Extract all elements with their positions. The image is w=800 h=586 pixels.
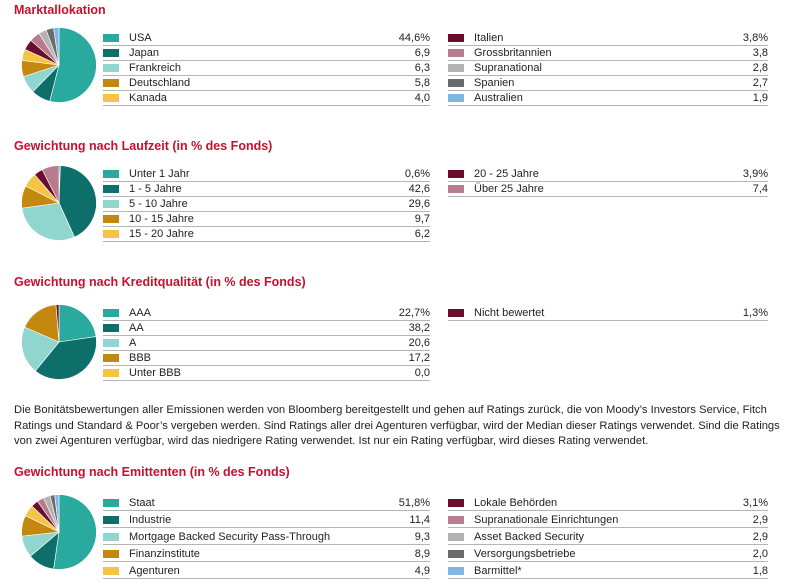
legend-swatch bbox=[448, 550, 464, 558]
legend-label: 5 - 10 Jahre bbox=[129, 198, 188, 210]
legend-label: Supranationale Einrichtungen bbox=[474, 514, 619, 526]
legend-row bbox=[103, 46, 430, 61]
legend-value: 9,3 bbox=[414, 531, 430, 543]
legend-row bbox=[103, 31, 430, 46]
legend-swatch bbox=[103, 34, 119, 42]
legend-label: Unter BBB bbox=[129, 367, 181, 379]
legend-value: 44,6% bbox=[398, 32, 430, 44]
legend-swatch bbox=[103, 339, 119, 347]
legend-swatch bbox=[103, 516, 119, 524]
legend-label: Japan bbox=[129, 47, 159, 59]
legend-swatch bbox=[448, 516, 464, 524]
legend-value: 3,1% bbox=[742, 497, 768, 509]
legend-row bbox=[448, 46, 768, 61]
legend-row bbox=[448, 306, 768, 321]
legend-value: 17,2 bbox=[408, 352, 430, 364]
legend-swatch bbox=[103, 170, 119, 178]
legend-value: 7,4 bbox=[752, 183, 768, 195]
pie-chart-marktallokation bbox=[20, 26, 98, 104]
legend-row bbox=[103, 496, 430, 511]
section-title-marktallokation: Marktallokation bbox=[14, 3, 106, 17]
legend-label: Versorgungsbetriebe bbox=[474, 548, 576, 560]
legend-label: A bbox=[129, 337, 137, 349]
legend-value: 11,4 bbox=[409, 514, 430, 526]
legend-row bbox=[103, 212, 430, 227]
legend-label: Kanada bbox=[129, 92, 167, 104]
legend-swatch bbox=[103, 324, 119, 332]
legend-label: 15 - 20 Jahre bbox=[129, 228, 194, 240]
legend-label: Über 25 Jahre bbox=[474, 183, 544, 195]
legend-label: 20 - 25 Jahre bbox=[474, 168, 539, 180]
legend-label: Asset Backed Security bbox=[474, 531, 585, 543]
legend-row bbox=[448, 530, 768, 545]
legend-value: 3,8% bbox=[742, 32, 768, 44]
legend-swatch bbox=[103, 499, 119, 507]
legend-row bbox=[103, 513, 430, 528]
legend-swatch bbox=[103, 215, 119, 223]
legend-swatch bbox=[448, 170, 464, 178]
legend-swatch bbox=[448, 94, 464, 102]
legend-value: 3,8 bbox=[752, 47, 768, 59]
legend-row bbox=[448, 167, 768, 182]
legend-value: 1,9 bbox=[752, 92, 768, 104]
legend-value: 6,9 bbox=[414, 47, 430, 59]
section-title-laufzeit: Gewichtung nach Laufzeit (in % des Fonds) bbox=[14, 139, 273, 153]
legend-row bbox=[448, 547, 768, 562]
legend-label: 10 - 15 Jahre bbox=[129, 213, 194, 225]
legend-swatch bbox=[103, 309, 119, 317]
legend-label: Agenturen bbox=[129, 565, 180, 577]
legend-row bbox=[448, 496, 768, 511]
legend-label: USA bbox=[129, 32, 152, 44]
legend-label: Unter 1 Jahr bbox=[129, 168, 190, 180]
legend-swatch bbox=[448, 309, 464, 317]
legend-label: BBB bbox=[129, 352, 152, 364]
section-title-emittenten: Gewichtung nach Emittenten (in % des Fonds) bbox=[14, 465, 290, 479]
legend-swatch bbox=[103, 567, 119, 575]
legend-value: 4,9 bbox=[414, 565, 430, 577]
legend-swatch bbox=[103, 79, 119, 87]
legend-value: 6,2 bbox=[414, 228, 430, 240]
legend-value: 2,0 bbox=[752, 548, 768, 560]
legend-label: Industrie bbox=[129, 514, 172, 526]
legend-swatch bbox=[448, 567, 464, 575]
legend-label: AA bbox=[129, 322, 144, 334]
legend-swatch bbox=[103, 49, 119, 57]
legend-value: 1,8 bbox=[752, 565, 768, 577]
legend-swatch bbox=[103, 200, 119, 208]
legend-value: 3,9% bbox=[742, 168, 768, 180]
pie-chart-emittenten bbox=[20, 493, 98, 571]
legend-swatch bbox=[448, 79, 464, 87]
legend-swatch bbox=[103, 550, 119, 558]
legend-row bbox=[103, 530, 430, 545]
legend-row bbox=[103, 91, 430, 106]
legend-value: 0,0 bbox=[414, 367, 430, 379]
legend-row bbox=[448, 182, 768, 197]
legend-value: 2,7 bbox=[752, 77, 768, 89]
legend-label: Italien bbox=[474, 32, 504, 44]
legend-row bbox=[103, 336, 430, 351]
legend-value: 29,6 bbox=[408, 198, 430, 210]
legend-row bbox=[103, 351, 430, 366]
legend-swatch bbox=[103, 64, 119, 72]
legend-row bbox=[103, 306, 430, 321]
legend-row bbox=[448, 31, 768, 46]
legend-swatch bbox=[103, 369, 119, 377]
legend-value: 9,7 bbox=[414, 213, 430, 225]
legend-value: 2,9 bbox=[752, 531, 768, 543]
legend-swatch bbox=[448, 185, 464, 193]
legend-label: Barmittel* bbox=[474, 565, 522, 577]
legend-value: 5,8 bbox=[414, 77, 430, 89]
legend-value: 6,3 bbox=[414, 62, 430, 74]
legend-value: 22,7% bbox=[398, 307, 430, 319]
legend-swatch bbox=[103, 94, 119, 102]
legend-swatch bbox=[448, 34, 464, 42]
legend-row bbox=[103, 547, 430, 562]
legend-label: Frankreich bbox=[129, 62, 181, 74]
legend-row bbox=[103, 197, 430, 212]
legend-row bbox=[448, 564, 768, 579]
legend-swatch bbox=[103, 185, 119, 193]
legend-row bbox=[448, 513, 768, 528]
legend-value: 42,6 bbox=[408, 183, 430, 195]
legend-label: Spanien bbox=[474, 77, 515, 89]
legend-value: 8,9 bbox=[414, 548, 430, 560]
pie-chart-kreditqualitaet bbox=[20, 303, 98, 381]
legend-value: 20,6 bbox=[408, 337, 430, 349]
legend-swatch bbox=[448, 533, 464, 541]
legend-label: Finanzinstitute bbox=[129, 548, 200, 560]
legend-value: 0,6% bbox=[404, 168, 430, 180]
legend-label: Australien bbox=[474, 92, 523, 104]
legend-value: 2,9 bbox=[752, 514, 768, 526]
legend-swatch bbox=[448, 49, 464, 57]
legend-row bbox=[103, 366, 430, 381]
legend-row bbox=[448, 76, 768, 91]
legend-value: 51,8% bbox=[398, 497, 430, 509]
legend-label: Nicht bewertet bbox=[474, 307, 545, 319]
legend-row bbox=[103, 321, 430, 336]
legend-value: 4,0 bbox=[414, 92, 430, 104]
legend-label: Staat bbox=[129, 497, 155, 509]
legend-swatch bbox=[448, 64, 464, 72]
legend-swatch bbox=[448, 499, 464, 507]
pie-slice bbox=[54, 495, 97, 570]
legend-label: Lokale Behörden bbox=[474, 497, 558, 509]
legend-label: 1 - 5 Jahre bbox=[129, 183, 182, 195]
legend-row bbox=[103, 167, 430, 182]
pie-slice bbox=[59, 305, 96, 342]
pie-chart-laufzeit bbox=[20, 164, 98, 242]
section-title-kreditqualitaet: Gewichtung nach Kreditqualität (in % des Fonds) bbox=[14, 275, 306, 289]
legend-label: Deutschland bbox=[129, 77, 191, 89]
rating-methodology-note: Die Bonitätsbewertungen aller Emissionen werden von Bloomberg bereitgestellt und gehen auf Ratings zurück, die von Moody’s Investors Service, Fitch Ratings und Standard & Poor’s vergeben werden. Sind Ratings aller drei Agenturen verfügbar, wird der Median dieser Ratings verwendet. Sind die Ratings von zwei Agenturen verfügbar, wird das niedrigere Rating verwendet. Ist nur ein Rating verfügbar, wird dieses Rating verwendet. bbox=[14, 404, 780, 447]
legend-value: 1,3% bbox=[742, 307, 768, 319]
legend-row bbox=[103, 61, 430, 76]
legend-label: Supranational bbox=[474, 62, 542, 74]
legend-row bbox=[103, 76, 430, 91]
legend-row bbox=[448, 91, 768, 106]
legend-value: 38,2 bbox=[408, 322, 430, 334]
legend-row bbox=[103, 227, 430, 242]
legend-swatch bbox=[103, 230, 119, 238]
legend-row bbox=[103, 564, 430, 579]
legend-row bbox=[448, 61, 768, 76]
legend-swatch bbox=[103, 354, 119, 362]
legend-label: AAA bbox=[129, 307, 152, 319]
legend-label: Grossbritannien bbox=[474, 47, 552, 59]
legend-label: Mortgage Backed Security Pass-Through bbox=[129, 531, 331, 543]
legend-value: 2,8 bbox=[752, 62, 768, 74]
legend-row bbox=[103, 182, 430, 197]
legend-swatch bbox=[103, 533, 119, 541]
